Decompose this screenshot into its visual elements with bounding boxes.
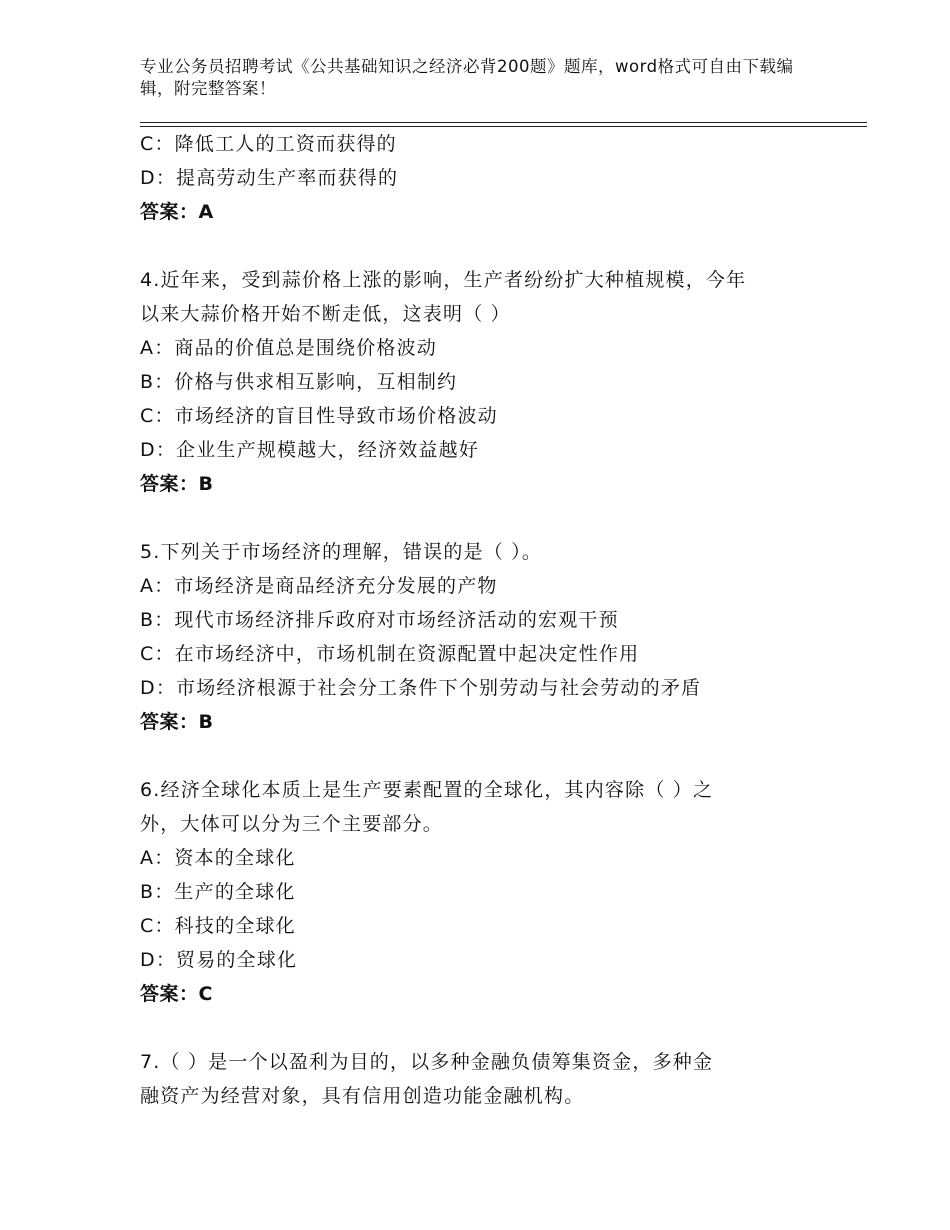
question-stem: 7.（ ）是一个以盈利为目的，以多种金融负债筹集资金，多种金 <box>140 1051 714 1073</box>
option-a: A：商品的价值总是围绕价格波动 <box>140 337 437 359</box>
question-7 <box>140 1045 800 1113</box>
header-title: 专业公务员招聘考试《公共基础知识之经济必背200题》题库，word格式可自由下载编辑，附完整答案！ <box>140 57 794 98</box>
option-b: B：现代市场经济排斥政府对市场经济活动的宏观干预 <box>140 609 619 631</box>
answer-line: 答案：B <box>140 711 214 733</box>
option-a: A：资本的全球化 <box>140 847 296 869</box>
answer-line: 答案：B <box>140 473 214 495</box>
option-d: D：贸易的全球化 <box>140 949 298 971</box>
question-stem: 融资产为经营对象，具有信用创造功能金融机构。 <box>140 1085 585 1107</box>
spacer <box>140 501 800 535</box>
question-fragment <box>140 127 800 229</box>
answer-line: 答案：C <box>140 983 213 1005</box>
answer-line: 答案：A <box>140 201 214 223</box>
option-b: B：生产的全球化 <box>140 881 296 903</box>
question-content <box>140 127 800 1113</box>
question-stem: 6.经济全球化本质上是生产要素配置的全球化，其内容除（ ）之 <box>140 779 714 801</box>
option-a: A：市场经济是商品经济充分发展的产物 <box>140 575 498 597</box>
question-stem: 以来大蒜价格开始不断走低，这表明（ ） <box>140 303 511 325</box>
option-d: D：市场经济根源于社会分工条件下个别劳动与社会劳动的矛盾 <box>140 677 702 699</box>
option-c: C：科技的全球化 <box>140 915 296 937</box>
option-b: B：价格与供求相互影响，互相制约 <box>140 371 458 393</box>
question-5 <box>140 535 800 739</box>
header-rule-top <box>140 122 867 123</box>
question-4 <box>140 263 800 501</box>
question-6 <box>140 773 800 1011</box>
option-c: C：市场经济的盲目性导致市场价格波动 <box>140 405 498 427</box>
option-d: D：提高劳动生产率而获得的 <box>140 167 399 189</box>
question-stem: 外，大体可以分为三个主要部分。 <box>140 813 444 835</box>
question-stem: 4.近年来，受到蒜价格上涨的影响，生产者纷纷扩大种植规模，今年 <box>140 269 747 291</box>
option-c: C：在市场经济中，市场机制在资源配置中起决定性作用 <box>140 643 640 665</box>
document-header <box>140 56 810 100</box>
spacer <box>140 739 800 773</box>
option-c: C：降低工人的工资而获得的 <box>140 133 397 155</box>
spacer <box>140 1011 800 1045</box>
spacer <box>140 229 800 263</box>
question-stem: 5.下列关于市场经济的理解，错误的是（ ）。 <box>140 541 543 563</box>
option-d: D：企业生产规模越大，经济效益越好 <box>140 439 480 461</box>
